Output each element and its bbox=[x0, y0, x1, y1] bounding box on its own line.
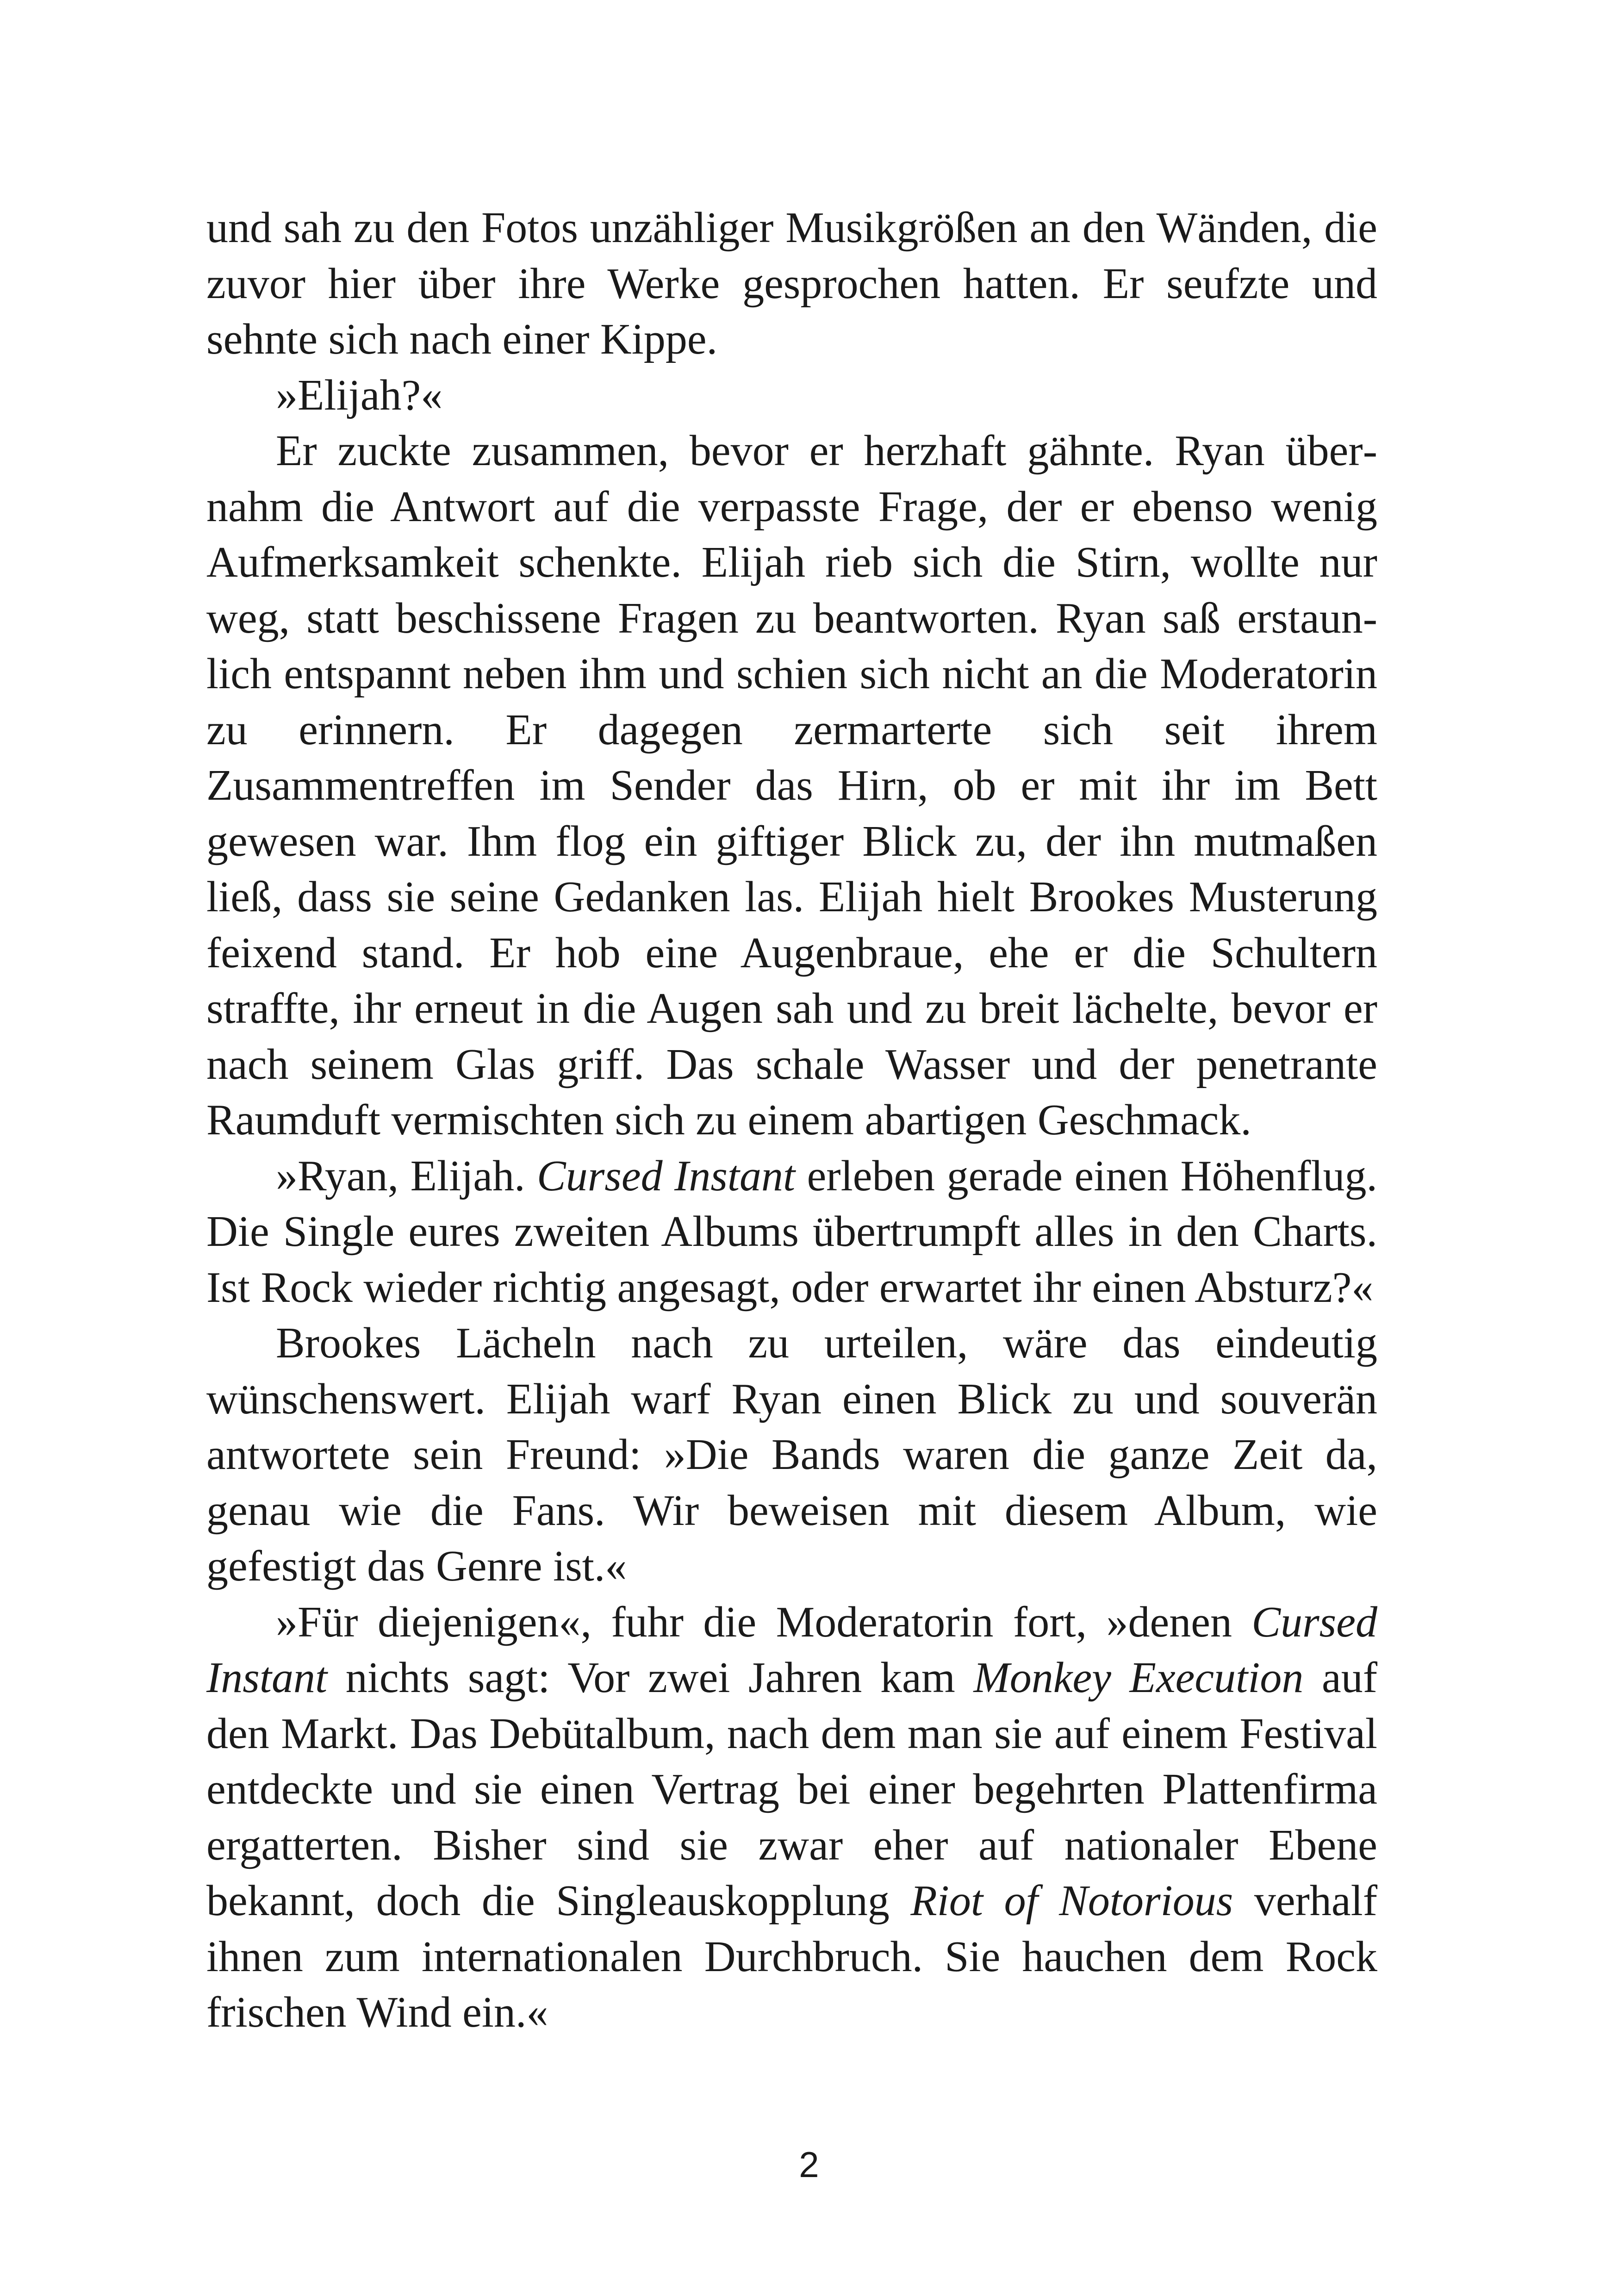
paragraph bbox=[206, 200, 1377, 367]
italic-title: Monkey Execution bbox=[973, 1654, 1304, 1702]
text-run: »Für diejenigen«, fuhr die Moderatorin fort, »denen bbox=[276, 1598, 1252, 1646]
text-run: erleben gerade einen Höhenflug. Die Single eures zweiten Albums übertrumpft alles in den Charts. Ist Rock wieder richtig angesagt, oder erwartet ihr einen Absturz?« bbox=[206, 1151, 1378, 1312]
italic-title: Cursed Instant bbox=[206, 1598, 1377, 1702]
text-run: und sah zu den Fotos unzähliger Musikgrößen an den Wänden, die zuvor hier über ihre Werke gesprochen hatten. Er seufzte und sehnte sich nach einer Kippe. bbox=[206, 204, 1377, 363]
paragraph bbox=[206, 1315, 1377, 1594]
paragraph bbox=[206, 423, 1377, 1148]
text-run: Brookes Lächeln nach zu urteilen, wäre das eindeutig wünschenswert. Elijah warf Ryan einen Blick zu und souverän antwortete sein Freund: »Die Bands waren die ganze Zeit da, genau wie die Fans. Wir beweisen mit diesem Album, wie gefestigt das Genre ist.« bbox=[206, 1319, 1377, 1590]
paragraph bbox=[206, 367, 1377, 423]
italic-title: Cursed Instant bbox=[537, 1151, 796, 1200]
text-run: nichts sagt: Vor zwei Jahren kam bbox=[327, 1654, 974, 1702]
text-run: verhalf ihnen zum internationalen Durchbruch. Sie hauchen dem Rock frischen Wind ein.« bbox=[206, 1877, 1378, 2036]
page-number: 2 bbox=[799, 2144, 819, 2185]
paragraph bbox=[206, 1594, 1377, 2041]
paragraph bbox=[206, 1148, 1377, 1316]
text-run: auf den Markt. Das Debütalbum, nach dem man sie auf einem Festival entdeckte und sie einen Vertrag bei einer begehrten Plattenfirma ergatterten. Bisher sind sie zwar eher auf nationaler Ebene bekannt, doch die Singleauskopplung bbox=[206, 1654, 1377, 1925]
body-text bbox=[206, 200, 1377, 2041]
text-run: Er zuckte zusammen, bevor er herzhaft gähnte. Ryan übernahm die Antwort auf die verpasste Frage, der er ebenso wenig Aufmerksamkeit schenkte. Elijah rieb sich die Stirn, wollte nur weg, statt beschissene Fragen zu beantworten. Ryan saß erstaunlich entspannt neben ihm und schien sich nicht an die Moderatorin zu erinnern. Er dagegen zermarterte sich seit ihrem Zusammentreffen im Sender das Hirn, ob er mit ihr im Bett gewesen war. Ihm flog ein giftiger Blick zu, der ihn mutmaßen ließ, dass sie seine Gedanken las. Elijah hielt Brookes Musterung feixend stand. Er hob eine Augenbraue, ehe er die Schultern straffte, ihr erneut in die Augen sah und zu breit lächelte, bevor er nach seinem Glas griff. Das schale Wasser und der penetrante Raumduft vermischten sich zu einem abartigen Geschmack. bbox=[206, 427, 1377, 1144]
text-run: »Elijah?« bbox=[276, 371, 443, 419]
text-run: »Ryan, Elijah. bbox=[276, 1151, 537, 1200]
italic-title: Riot of Notorious bbox=[910, 1877, 1233, 1925]
